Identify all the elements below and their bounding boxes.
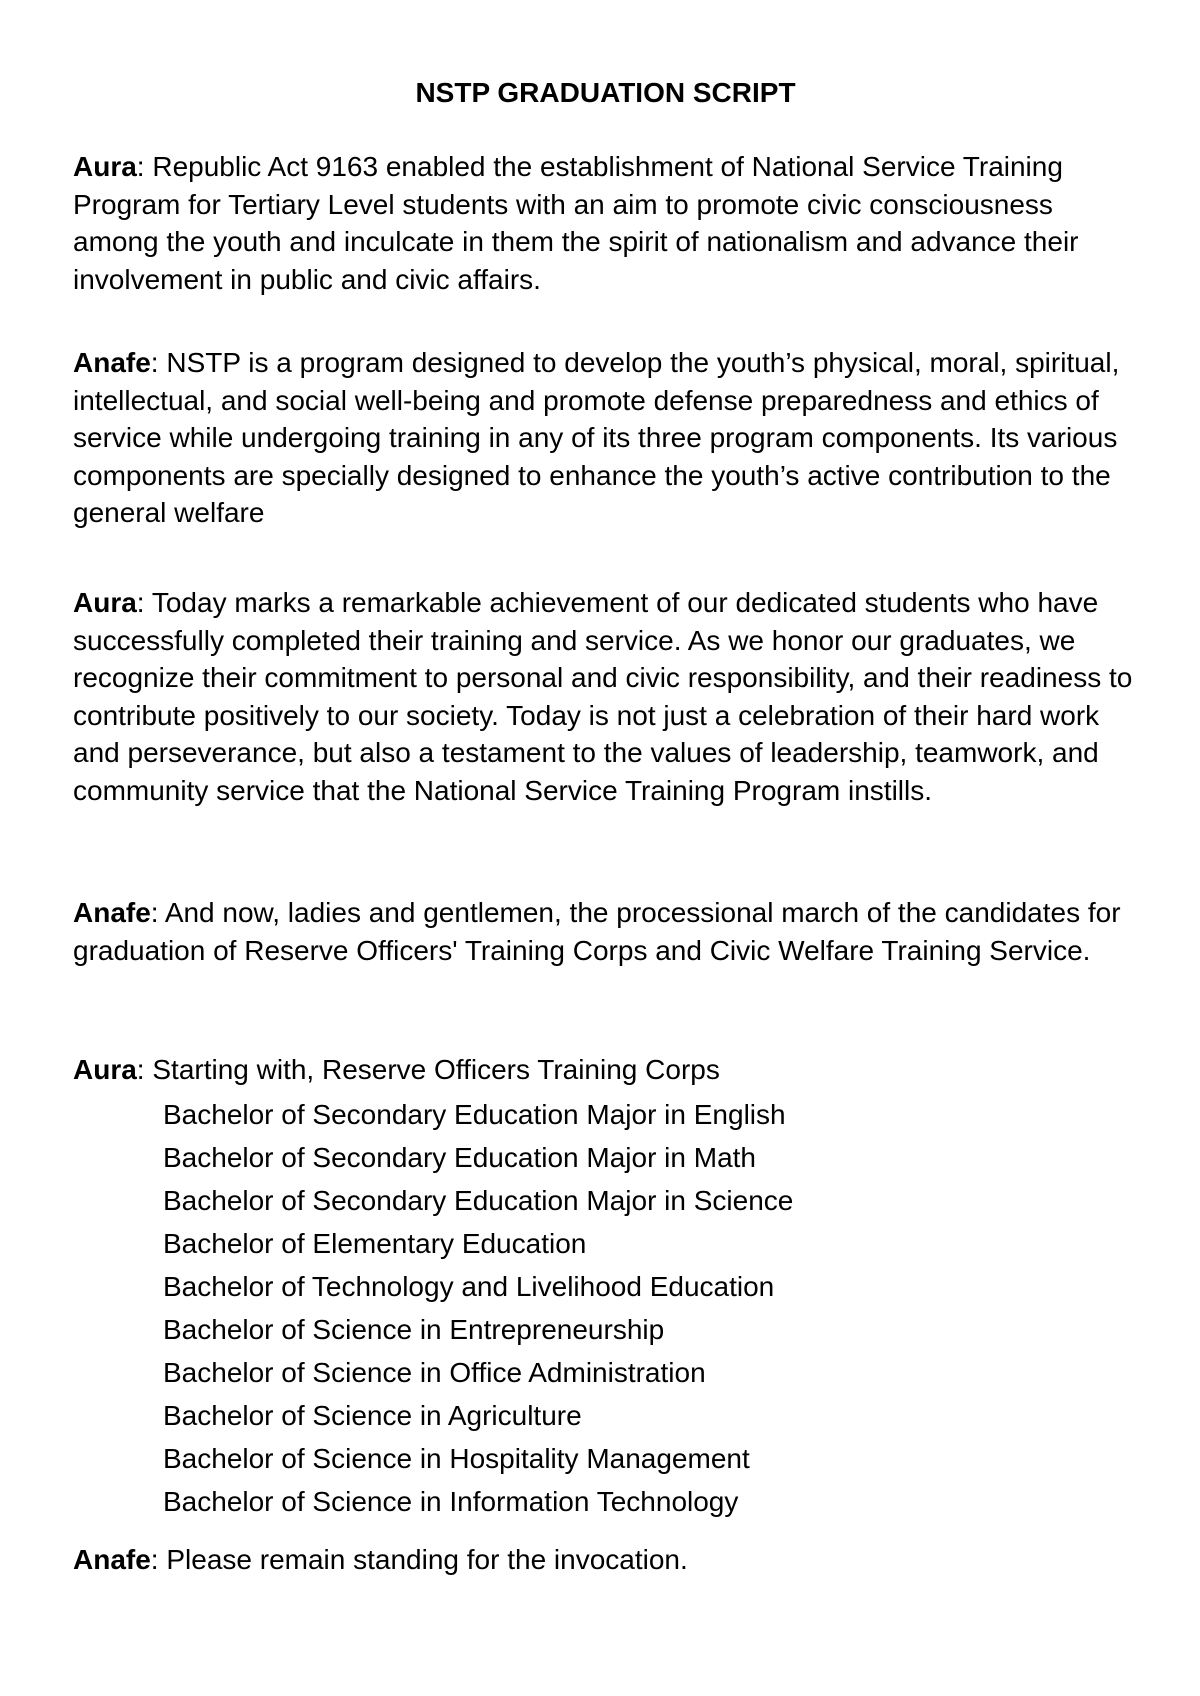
speaker-name: Anafe [73, 897, 151, 928]
page-title: NSTP GRADUATION SCRIPT [415, 77, 796, 108]
course-item: Bachelor of Science in Agriculture [163, 1400, 582, 1431]
course-item: Bachelor of Science in Entrepreneurship [163, 1314, 665, 1345]
course-item: Bachelor of Elementary Education [163, 1228, 587, 1259]
course-item: Bachelor of Science in Hospitality Management [163, 1443, 750, 1474]
script-paragraph-2 [73, 344, 1138, 532]
paragraph-text: Republic Act 9163 enabled the establishment of National Service Training Program for Tertiary Level students with an aim to promote civic consciousness among the youth and inculcate in them the spirit of nationalism and advance their involvement in public and civic affairs. [73, 151, 1079, 295]
course-item: Bachelor of Science in Information Technology [163, 1486, 739, 1517]
course-item: Bachelor of Science in Office Administration [163, 1357, 706, 1388]
speaker-separator: : [150, 897, 165, 928]
paragraph-text: Starting with, Reserve Officers Training Corps [152, 1054, 720, 1085]
script-paragraph-4 [73, 894, 1138, 969]
course-item: Bachelor of Secondary Education Major in English [163, 1099, 786, 1130]
speaker-name: Aura [73, 151, 137, 182]
paragraph-text: Please remain standing for the invocation. [166, 1544, 688, 1575]
speaker-separator: : [150, 1544, 167, 1575]
paragraph-text: NSTP is a program designed to develop the youth’s physical, moral, spiritual, intellectual, and social well-being and promote defense preparedness and ethics of service while undergoing training in any of its three program components. Its various components are specially designed to enhance the youth’s active contribution to the general welfare [73, 347, 1120, 528]
speaker-name: Anafe [73, 347, 151, 378]
script-paragraph-3 [73, 584, 1138, 809]
course-item: Bachelor of Technology and Livelihood Education [163, 1271, 775, 1302]
speaker-separator: : [136, 1054, 153, 1085]
script-paragraph-1 [73, 148, 1138, 298]
speaker-name: Anafe [73, 1544, 151, 1575]
course-item: Bachelor of Secondary Education Major in Math [163, 1142, 756, 1173]
paragraph-text: And now, ladies and gentlemen, the processional march of the candidates for graduation of Reserve Officers' Training Corps and Civic Welfare Training Service. [73, 897, 1121, 966]
closing-paragraph [73, 1541, 1138, 1579]
course-item: Bachelor of Secondary Education Major in Science [163, 1185, 794, 1216]
speaker-separator: : [136, 151, 153, 182]
script-paragraph-5 [73, 1051, 1138, 1089]
course-list [163, 1093, 793, 1523]
speaker-name: Aura [73, 1054, 137, 1085]
speaker-separator: : [136, 587, 152, 618]
speaker-separator: : [150, 347, 167, 378]
speaker-name: Aura [73, 587, 137, 618]
paragraph-text: Today marks a remarkable achievement of our dedicated students who have successfully completed their training and service. As we honor our graduates, we recognize their commitment to personal and civic responsibility, and their readiness to contribute positively to our society. Today is not just a celebration of their hard work and perseverance, but also a testament to the values of leadership, teamwork, and community service that the National Service Training Program instills. [73, 587, 1133, 806]
